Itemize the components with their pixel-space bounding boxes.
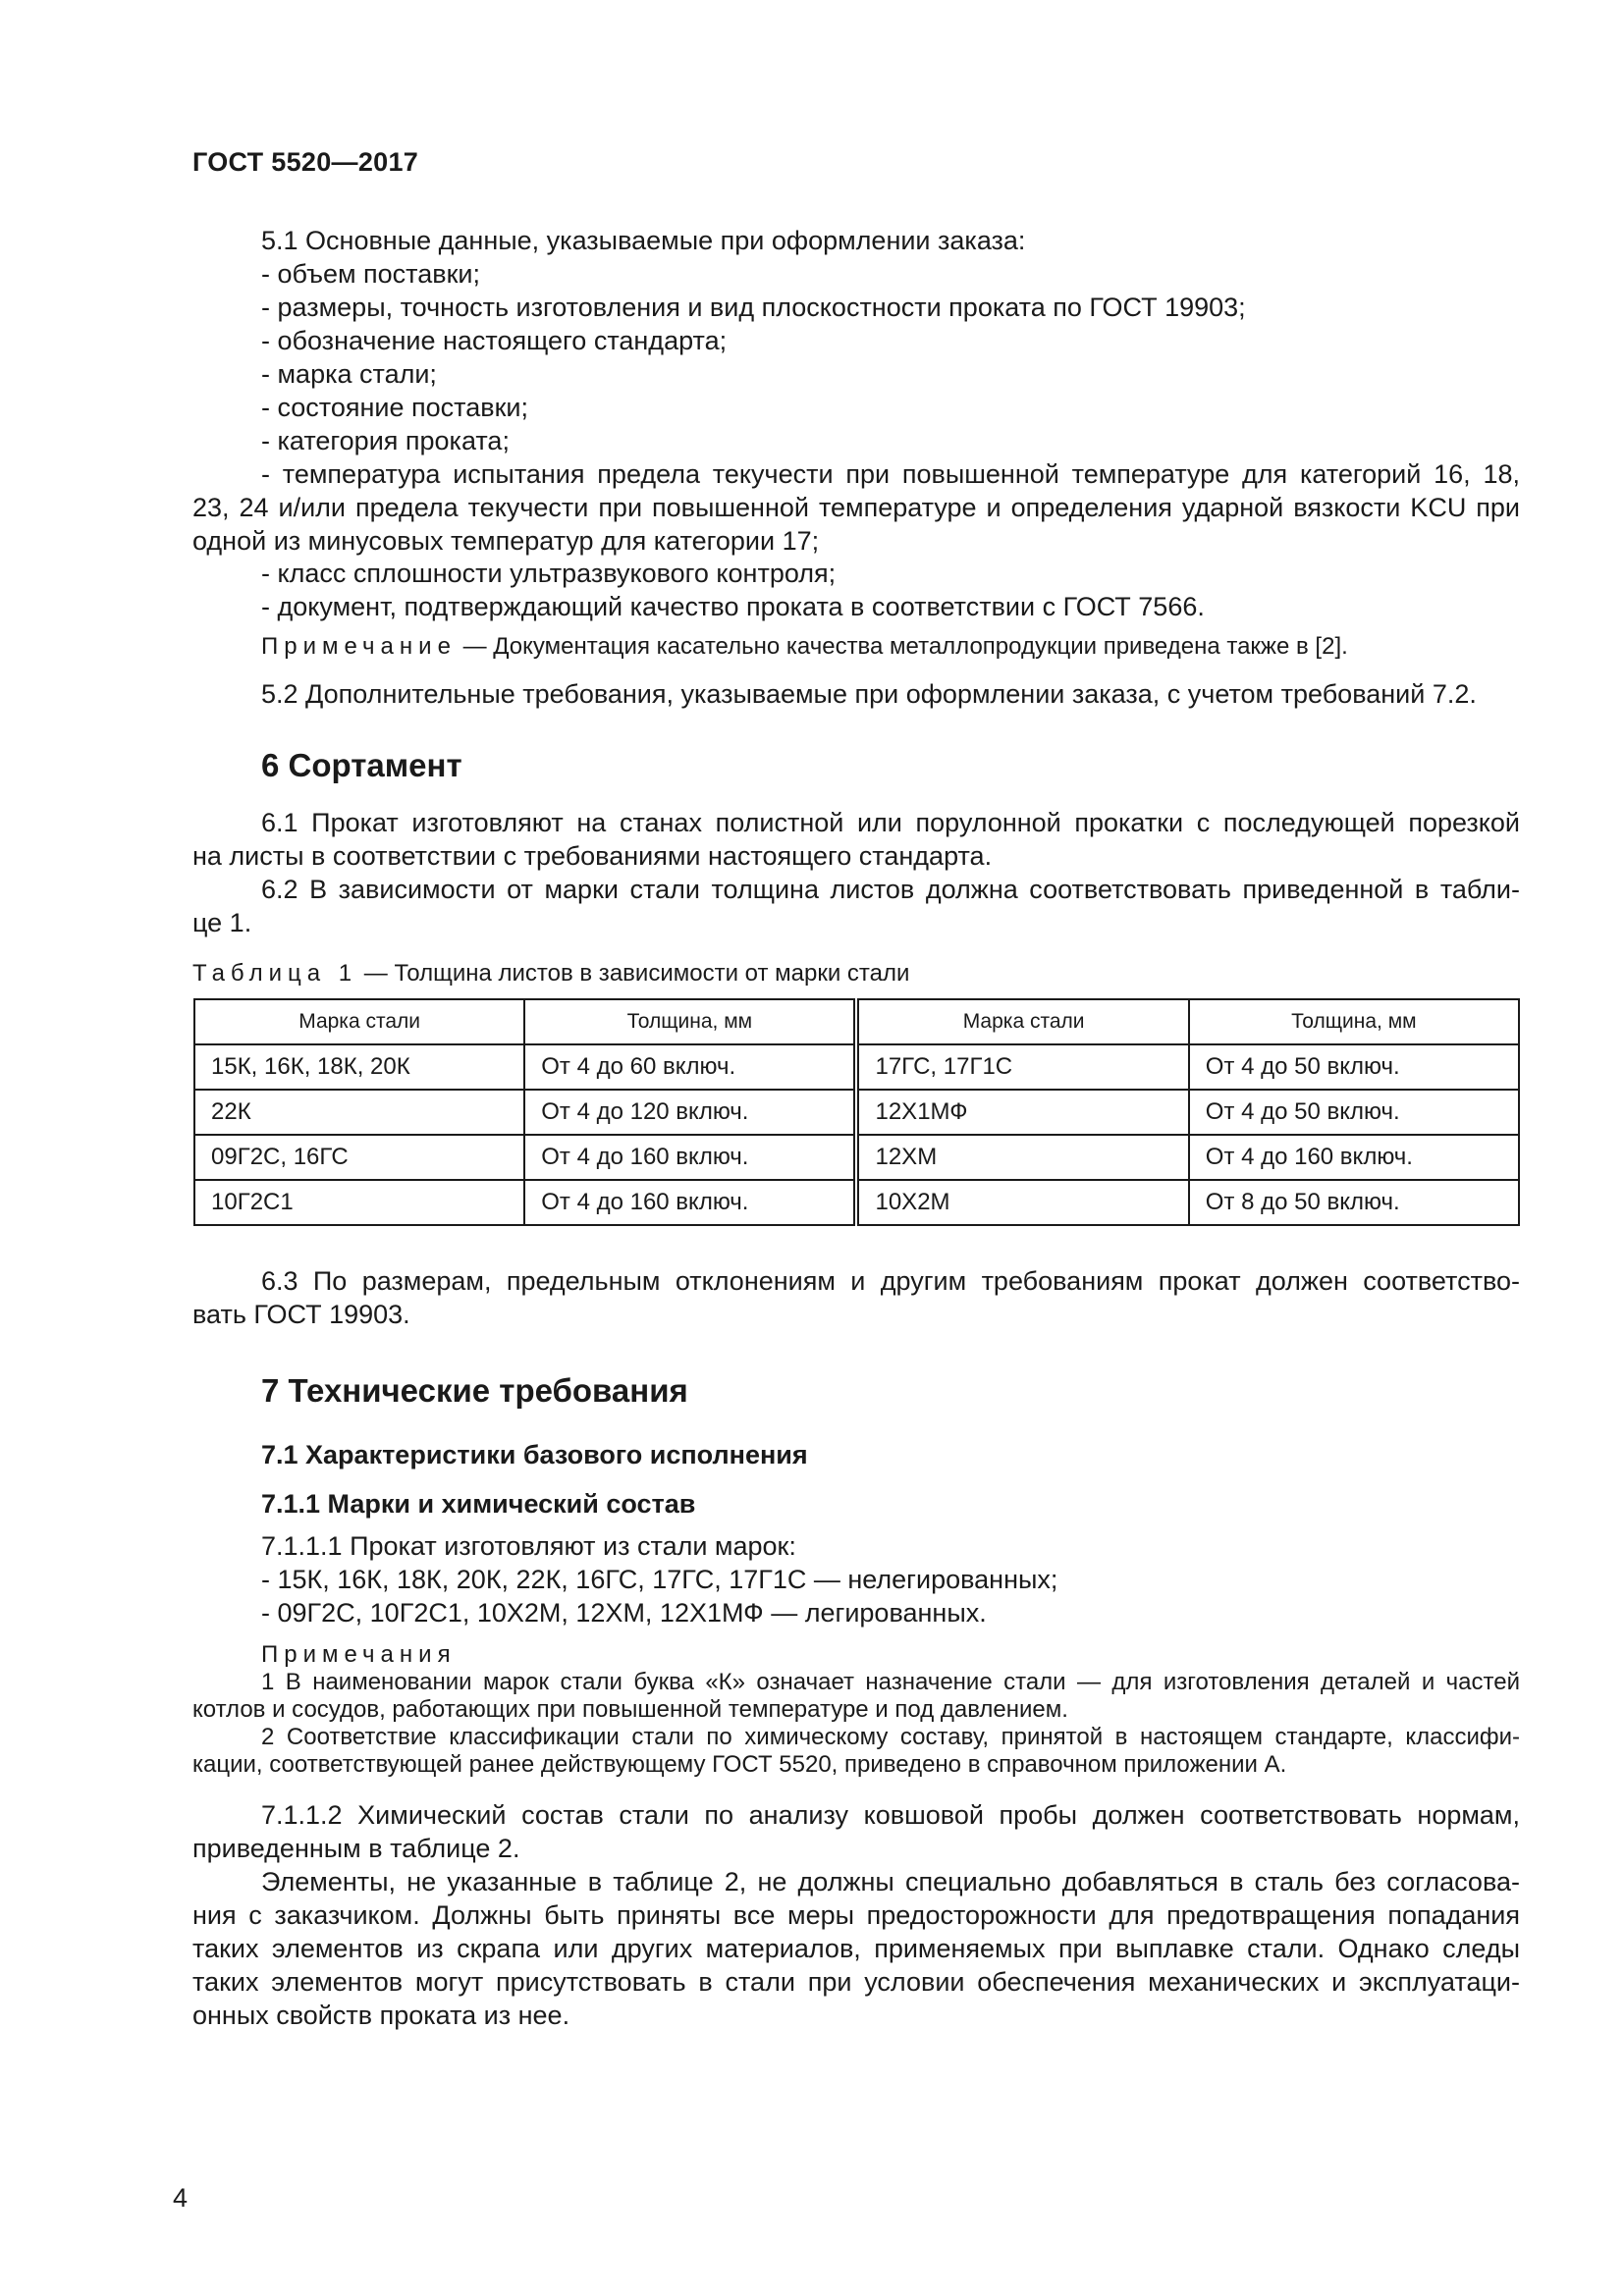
table-cell: 10Г2С1 — [194, 1180, 524, 1225]
section-7-title: 7 Технические требования — [261, 1372, 688, 1409]
table-caption — [192, 960, 909, 988]
paragraph-7-1-1-1: 7.1.1.1 Прокат изготовляют из стали марок: — [261, 1531, 796, 1561]
list-item: - документ, подтверждающий качество проката в соответствии с ГОСТ 7566. — [261, 592, 1205, 621]
table-caption-text: — Толщина листов в зависимости от марки стали — [357, 960, 910, 987]
table-cell: 09Г2С, 16ГС — [194, 1135, 524, 1180]
note — [261, 633, 1348, 661]
note-2-line2: кации, соответствующей ранее действующему ГОСТ 5520, приведено в справочном приложении А. — [192, 1751, 1287, 1778]
table-cell: От 4 до 160 включ. — [524, 1180, 856, 1225]
note-text: — Документация касательно качества металлопродукции приведена также в [2]. — [456, 633, 1348, 660]
table-cell: От 4 до 50 включ. — [1189, 1044, 1519, 1090]
list-item: - 15К, 16К, 18К, 20К, 22К, 16ГС, 17ГС, 17Г1С — нелегированных; — [261, 1565, 1058, 1594]
paragraph-elements-line1: Элементы, не указанные в таблице 2, не должны специально добавляться в сталь без согласова- — [261, 1867, 1520, 1896]
table-cell: 22К — [194, 1090, 524, 1135]
table-cell: 10Х2М — [856, 1180, 1188, 1225]
table-cell: От 8 до 50 включ. — [1189, 1180, 1519, 1225]
paragraph-5-1-title: 5.1 Основные данные, указываемые при оформлении заказа: — [261, 226, 1026, 255]
paragraph-6-2-line2: це 1. — [192, 908, 252, 937]
table-cell: 12Х1МФ — [856, 1090, 1188, 1135]
list-item-temp-line3: одной из минусовых температур для категории 17; — [192, 526, 820, 556]
subsection-7-1-1-title: 7.1.1 Марки и химический состав — [261, 1489, 696, 1519]
page-number: 4 — [173, 2183, 189, 2213]
paragraph-6-1-line2: на листы в соответствии с требованиями настоящего стандарта. — [192, 841, 993, 871]
paragraph-6-3-line2: вать ГОСТ 19903. — [192, 1300, 410, 1329]
paragraph-elements-line4: таких элементов могут присутствовать в стали при условии обеспечения механических и эксплуатаци- — [192, 1967, 1520, 1997]
table-header-cell: Толщина, мм — [524, 999, 856, 1044]
paragraph-5-2: 5.2 Дополнительные требования, указываемые при оформлении заказа, с учетом требований 7.2. — [261, 679, 1477, 709]
paragraph-elements-line3: таких элементов из скрапа или других материалов, применяемых при выплавке стали. Однако следы — [192, 1934, 1520, 1963]
list-item: - размеры, точность изготовления и вид плоскостности проката по ГОСТ 19903; — [261, 293, 1246, 322]
list-item: - обозначение настоящего стандарта; — [261, 326, 728, 355]
paragraph-6-3-line1: 6.3 По размерам, предельным отклонениям и другим требованиям прокат должен соответство- — [261, 1266, 1520, 1296]
list-item: - категория проката; — [261, 426, 510, 455]
notes-label: Примечания — [261, 1641, 457, 1668]
list-item: - класс сплошности ультразвукового контроля; — [261, 559, 837, 588]
table-cell: От 4 до 60 включ. — [524, 1044, 856, 1090]
note-1-line1: 1 В наименовании марок стали буква «К» означает назначение стали — для изготовления деталей и частей — [261, 1669, 1520, 1695]
table-header-row — [194, 999, 1519, 1044]
table-1 — [193, 998, 1520, 1226]
table-cell: От 4 до 50 включ. — [1189, 1090, 1519, 1135]
table-row — [194, 1180, 1519, 1225]
table-row — [194, 1135, 1519, 1180]
paragraph-elements-line2: ния с заказчиком. Должны быть приняты все меры предосторожности для предотвращения попадания — [192, 1900, 1520, 1930]
table-cell: От 4 до 160 включ. — [1189, 1135, 1519, 1180]
document-header: ГОСТ 5520—2017 — [192, 147, 419, 177]
table-cell: От 4 до 120 включ. — [524, 1090, 856, 1135]
note-label: Примечание — [261, 633, 457, 660]
list-item: - марка стали; — [261, 359, 437, 389]
paragraph-7-1-1-2-line1: 7.1.1.2 Химический состав стали по анализу ковшовой пробы должен соответствовать нормам, — [261, 1800, 1520, 1830]
section-6-title: 6 Сортамент — [261, 747, 462, 783]
subsection-7-1-title: 7.1 Характеристики базового исполнения — [261, 1440, 808, 1469]
table-cell: 15К, 16К, 18К, 20К — [194, 1044, 524, 1090]
table-cell: 17ГС, 17Г1С — [856, 1044, 1188, 1090]
list-item: - 09Г2С, 10Г2С1, 10Х2М, 12ХМ, 12Х1МФ — легированных. — [261, 1598, 987, 1628]
table-header-cell: Марка стали — [194, 999, 524, 1044]
table-cell: 12ХМ — [856, 1135, 1188, 1180]
table-header-cell: Марка стали — [856, 999, 1188, 1044]
table-row — [194, 1090, 1519, 1135]
note-1-line2: котлов и сосудов, работающих при повышенной температуре и под давлением. — [192, 1696, 1068, 1723]
table-cell: От 4 до 160 включ. — [524, 1135, 856, 1180]
list-item-temp-line1: - температура испытания предела текучести при повышенной температуре для категорий 16, 18, — [261, 459, 1520, 489]
paragraph-6-1-line1: 6.1 Прокат изготовляют на станах полистной или порулонной прокатки с последующей порезкой — [261, 808, 1520, 837]
paragraph-6-2-line1: 6.2 В зависимости от марки стали толщина листов должна соответствовать приведенной в табли- — [261, 875, 1520, 904]
table-header-cell: Толщина, мм — [1189, 999, 1519, 1044]
paragraph-elements-line5: онных свойств проката из нее. — [192, 2001, 570, 2030]
table-label: Таблица 1 — [192, 960, 358, 987]
list-item-temp-line2: 23, 24 и/или предела текучести при повышенной температуре и определения ударной вязкости KCU при — [192, 493, 1520, 522]
table-row — [194, 1044, 1519, 1090]
paragraph-7-1-1-2-line2: приведенным в таблице 2. — [192, 1834, 520, 1863]
note-2-line1: 2 Соответствие классификации стали по химическому составу, принятой в настоящем стандарте, классифи- — [261, 1724, 1520, 1750]
list-item: - объем поставки; — [261, 259, 480, 289]
list-item: - состояние поставки; — [261, 393, 528, 422]
